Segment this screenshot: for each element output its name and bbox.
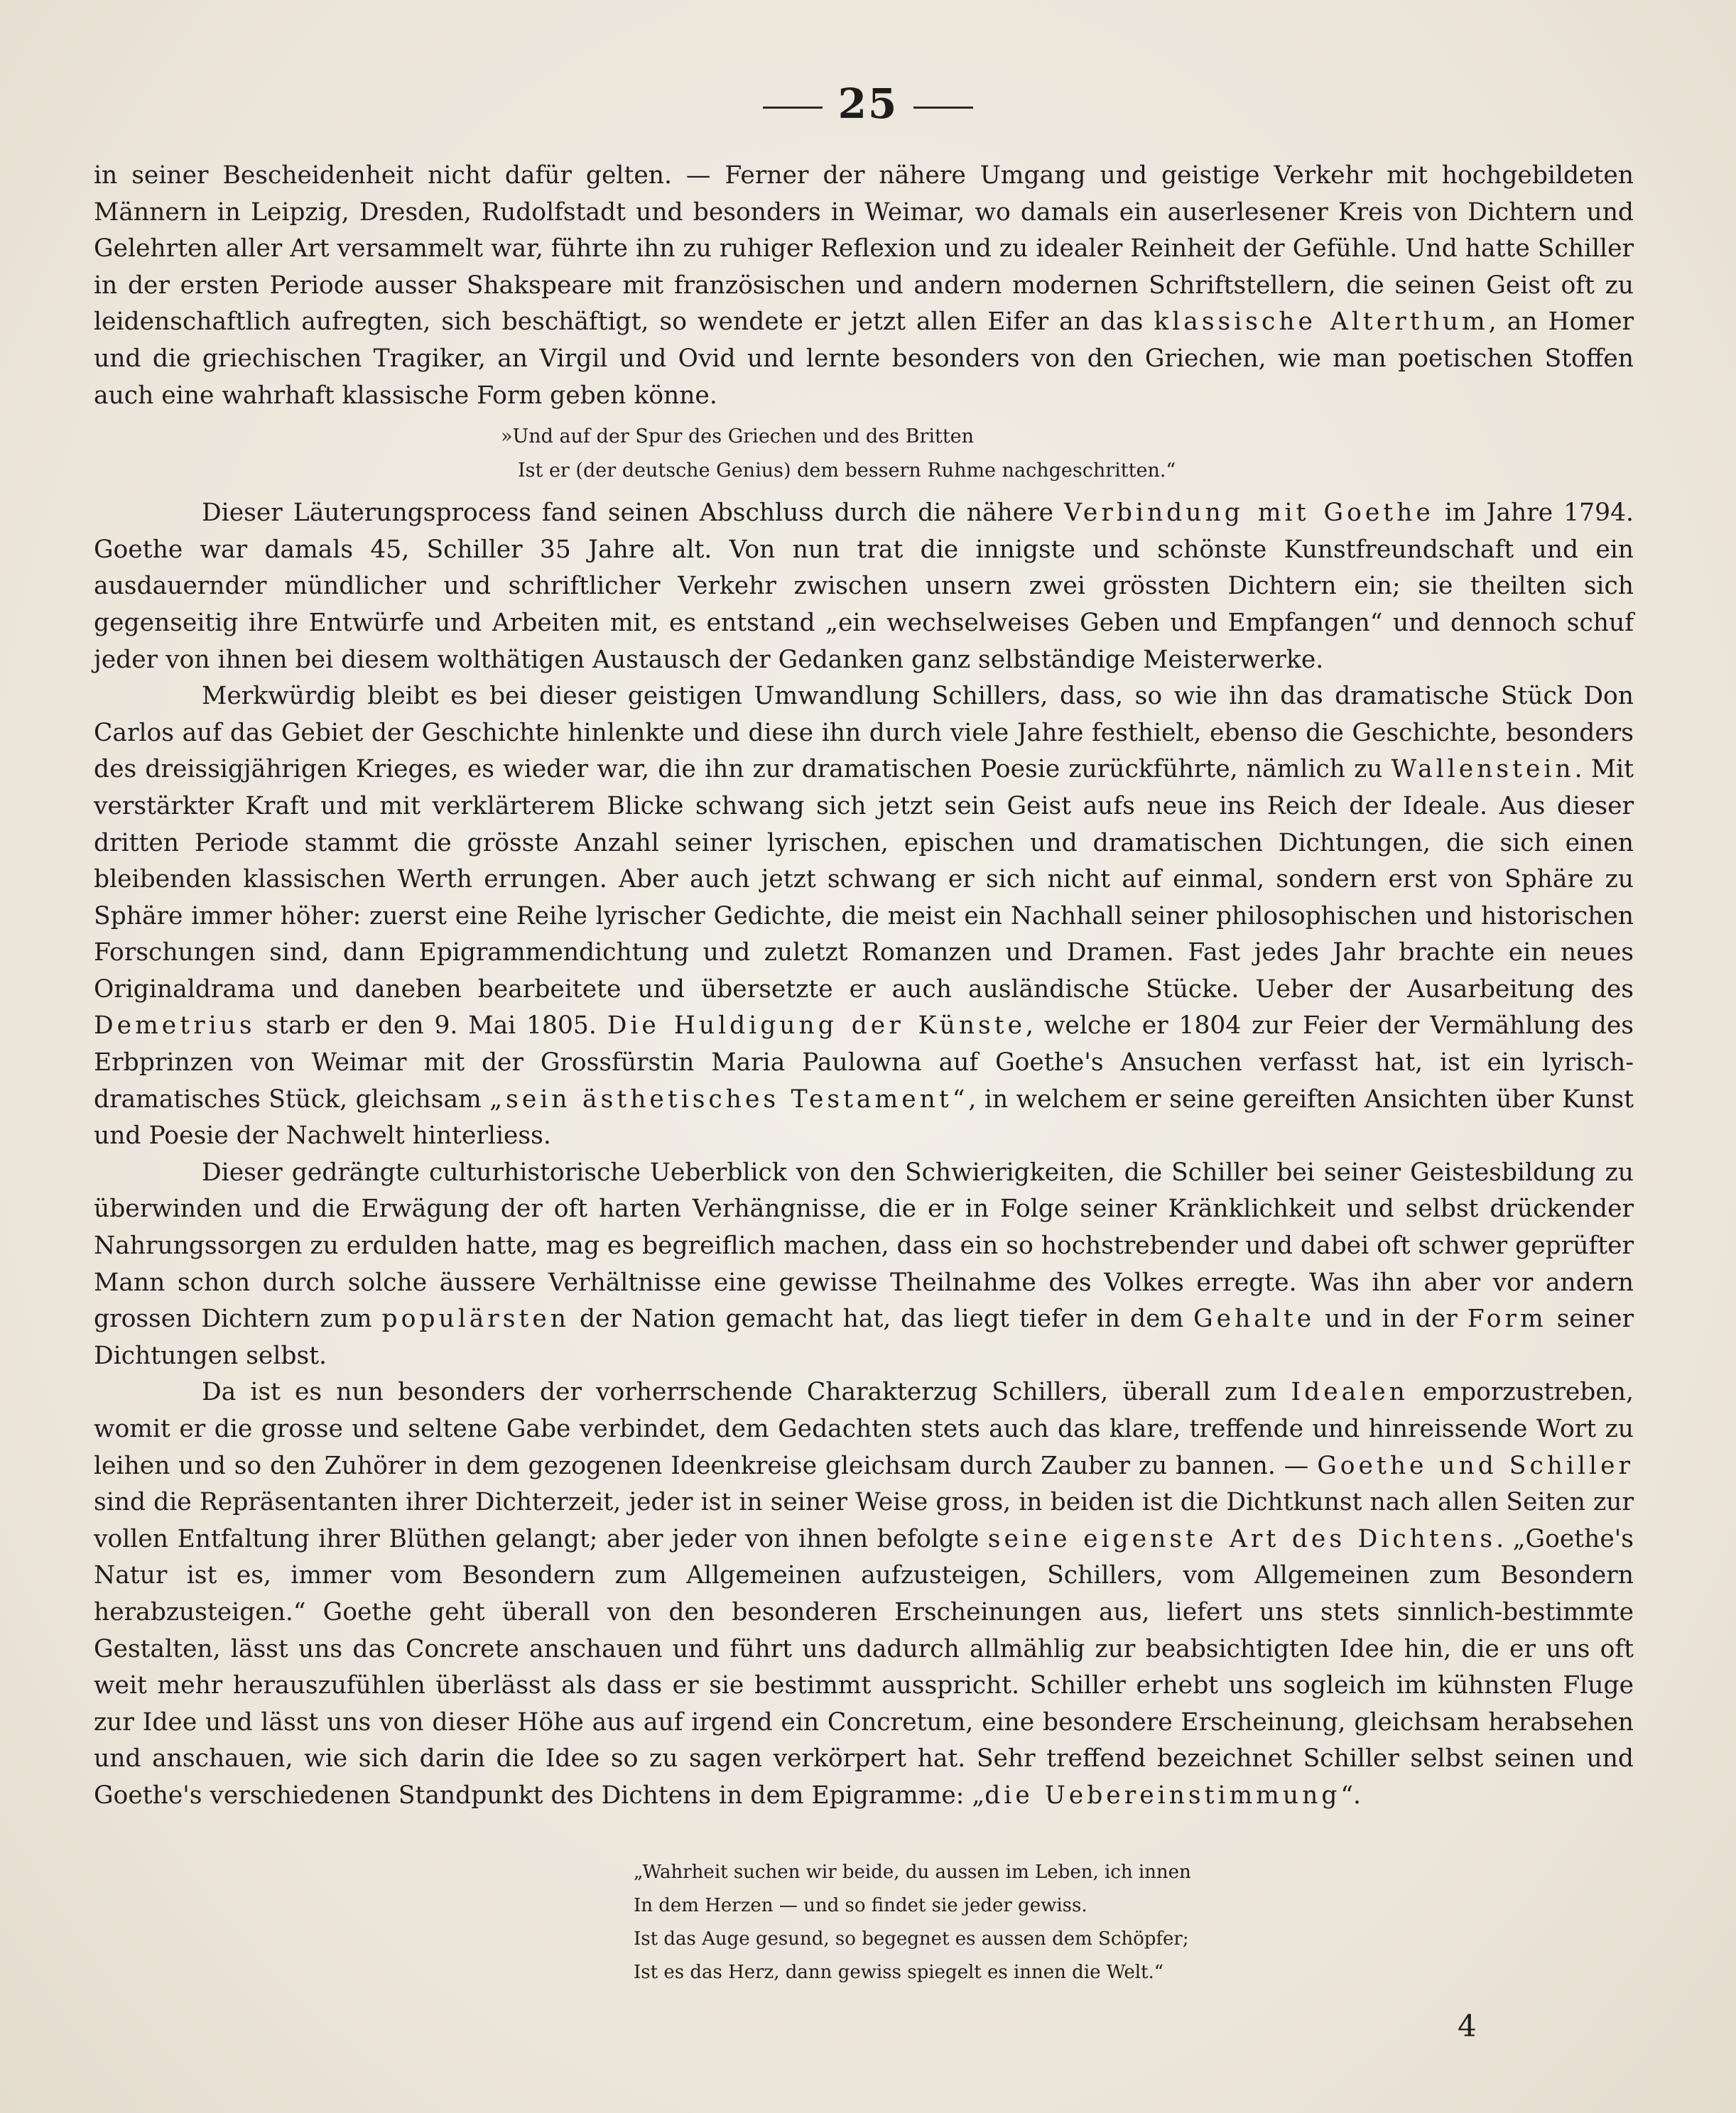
paragraph-3-text-b: . Mit verstärkter Kraft und mit verklärterem Blicke schwang sich jetzt sein Geist aufs neue ins Reich der Ideale. Aus dieser dritten Periode stammt die grösste Anzahl seiner lyrischen, epischen und dramatischen Dichtungen, die sich einen bleibenden klassischen Werth errungen. Aber auch jetzt schwang er sich nicht auf einmal, sondern erst von Sphäre zu Sphäre immer höher: zuerst eine Reihe lyrischer Gedichte, die meist ein Nachhall seiner philosophischen und historischen Forschungen sind, dann Epigrammendichtung und zuletzt Romanzen und Dramen. Fast jedes Jahr brachte ein neues Originaldrama und daneben bearbeitete und übersetzte er auch ausländische Stücke. Ueber der Ausarbeitung des [94,755,1634,1004]
quote-1-line-1: »Und auf der Spur des Griechen und des Britten [501,425,975,448]
signature-mark: 4 [1458,2009,1477,2043]
paragraph-3-text-e: , in welchem er seine gereiften Ansichten über Kunst und Poesie der Nachwelt hinterliess. [94,1085,1634,1151]
paragraph-1 [94,158,1634,414]
paragraph-1-text-b: , an Homer und die griechischen Tragiker, an Virgil und Ovid und lernte besonders von den Griechen, wie man poetischen Stoffen auch eine wahrhaft klassische Form geben könne. [94,308,1634,410]
paragraph-3 [94,678,1634,1155]
paragraph-4-text-a: Dieser gedrängte culturhistorische Ueberblick von den Schwierigkeiten, die Schiller bei seiner Geistesbildung zu überwinden und die Erwägung der oft harten Verhängnisse, die er in Folge seiner Kränklichkeit und selbst drückender Nahrungssorgen zu erdulden hatte, mag es begreiflich machen, dass ein so hochstrebender und dabei oft schwer geprüfter Mann schon durch solche äussere Verhältnisse eine gewisse Theilnahme des Volkes erregte. Was ihn aber vor andern grossen Dichtern zum [94,1158,1634,1334]
paragraph-5-text-a: Da ist es nun besonders der vorherrschende Charakterzug Schillers, überall zum [202,1378,1291,1407]
emphasis-demetrius: Demetrius [94,1011,256,1041]
paragraph-1-text-a: in seiner Bescheidenheit nicht dafür gelten. — Ferner der nähere Umgang und geistige Verkehr mit hochgebildeten Männern in Leipzig, Dresden, Rudolfstadt und besonders in Weimar, wo damals ein auserlesener Kreis von Dichtern und Gelehrten aller Art versammelt war, führte ihn zu ruhiger Reflexion und zu idealer Reinheit der Gefühle. Und hatte Schiller in der ersten Periode ausser Shakspeare mit französischen und andern modernen Schriftstellern, die seinen Geist oft zu leidenschaftlich aufregten, sich beschäftigt, so wendete er jetzt allen Eifer an das [94,161,1634,337]
paragraph-3-text-a: Merkwürdig bleibt es bei dieser geistigen Umwandlung Schillers, dass, so wie ihn das dramatische Stück Don Carlos auf das Gebiet der Geschichte hinlenkte und diese ihn durch viele Jahre festhielt, ebenso die Geschichte, besonders des dreissigjährigen Krieges, es wieder war, die ihn zur dramatischen Poesie zurückführte, nämlich zu [94,682,1634,784]
emphasis-form: Form [1467,1305,1547,1334]
paragraph-2-text-a: Dieser Läuterungsprocess fand seinen Abschluss durch die nähere [202,499,1065,528]
paragraph-5-text-c: sind die Repräsentanten ihrer Dichterzeit, jeder ist in seiner Weise gross, in beiden ist die Dichtkunst nach allen Seiten zur vollen Entfaltung ihrer Blüthen gelangt; aber jeder von ihnen befolgte [94,1488,1634,1553]
header-dash-right [913,107,973,109]
paragraph-5-text-b: emporzustreben, womit er die grosse und seltene Gabe verbindet, dem Gedachten stets auch das klare, treffende und hinreissende Wort zu leihen und so den Zuhörer in dem gezogenen Ideenkreise gleichsam durch Zauber zu bannen. — [94,1378,1634,1480]
quote-block-2 [634,1856,1634,1989]
quote-2-line-3: Ist das Auge gesund, so begegnet es aussen dem Schöpfer; [634,1928,1189,1950]
quote-1-line-2: Ist er (der deutsche Genius) dem bessern Ruhme nachgeschritten.“ [518,460,1176,482]
emphasis-gehalte: Gehalte [1193,1305,1315,1334]
emphasis-verbindung-mit-goethe: Verbindung mit Goethe [1064,499,1434,528]
paragraph-3-text-d: , welche er 1804 zur Feier der Vermählung des Erbprinzen von Weimar mit der Grossfürstin Maria Paulowna auf Goethe's Ansuchen verfasst hat, ist ein lyrisch-dramatisches Stück, gleichsam [94,1011,1634,1114]
header-dash-left [763,107,823,109]
emphasis-goethe-und-schiller: Goethe und Schiller [1317,1451,1634,1480]
quote-2-line-1: „Wahrheit suchen wir beide, du aussen im Leben, ich innen [634,1861,1191,1883]
emphasis-populaersten: populärsten [381,1305,570,1334]
quote-2-line-4: Ist es das Herz, dann gewiss spiegelt es innen die Welt.“ [634,1961,1164,1983]
paragraph-4-text-b: der Nation gemacht hat, das liegt tiefer in dem [570,1305,1194,1334]
emphasis-eigenste-art: seine eigenste Art des Dichtens [987,1524,1497,1553]
quote-block-1 [501,420,1634,488]
quote-2-line-2: In dem Herzen — und so findet sie jeder gewiss. [634,1894,1087,1916]
paragraph-5-text-d: . „Goethe's Natur ist es, immer vom Besondern zum Allgemeinen aufzusteigen, Schillers, vom Allgemeinen zum Besondern herabzusteigen.“ Goethe geht überall von den besonderen Erscheinungen aus, liefert uns stets sinnlich-bestimmte Gestalten, lässt uns das Concrete anschauen und führt uns dadurch allmählig zur beabsichtigten Idee hin, die er uns oft weit mehr herauszufühlen überlässt als dass er sie bestimmt ausspricht. Schiller erhebt uns sogleich im kühnsten Fluge zur Idee und lässt uns von dieser Höhe aus auf irgend ein Concretum, eine besondere Erscheinung, gleichsam herabsehen und anschauen, wie sich darin die Idee so zu sagen verkörpert hat. Sehr treffend bezeichnet Schiller selbst seinen und Goethe's verschiedenen Standpunkt des Dichtens in dem Epigramme: „ [94,1524,1634,1810]
body-text [94,158,1634,1989]
page-header [0,80,1736,128]
emphasis-idealen: Idealen [1291,1378,1409,1407]
paragraph-2 [94,495,1634,678]
paragraph-4-text-d: seiner Dichtungen selbst. [94,1305,1634,1370]
paragraph-2-text-b: im Jahre 1794. Goethe war damals 45, Schiller 35 Jahre alt. Von nun trat die innigste und schönste Kunstfreundschaft und ein ausdauernder mündlicher und schriftlicher Verkehr zwischen unsern zwei grössten Dichtern ein; sie theilten sich gegenseitig ihre Entwürfe und Arbeiten mit, es entstand „ein wechselweises Geben und Empfangen“ und dennoch schuf jeder von ihnen bei diesem wolthätigen Austausch der Gedanken ganz selbständige Meisterwerke. [94,499,1634,674]
paragraph-5-text-e: “. [1340,1781,1362,1810]
paragraph-4-text-c: und in der [1315,1305,1468,1334]
emphasis-uebereinstimmung: die Uebereinstimmung [984,1781,1341,1810]
page-number: 25 [837,80,899,128]
paragraph-5 [94,1374,1634,1814]
emphasis-aesthetisches-testament: „sein ästhetisches Testament“ [489,1085,969,1114]
emphasis-huldigung-der-kuenste: Die Huldigung der Künste [607,1011,1026,1041]
paragraph-3-text-c: starb er den 9. Mai 1805. [255,1011,607,1041]
emphasis-wallenstein: Wallenstein [1391,755,1575,784]
emphasis-klassische-alterthum: klassische Alterthum [1154,308,1489,337]
paragraph-4 [94,1155,1634,1375]
